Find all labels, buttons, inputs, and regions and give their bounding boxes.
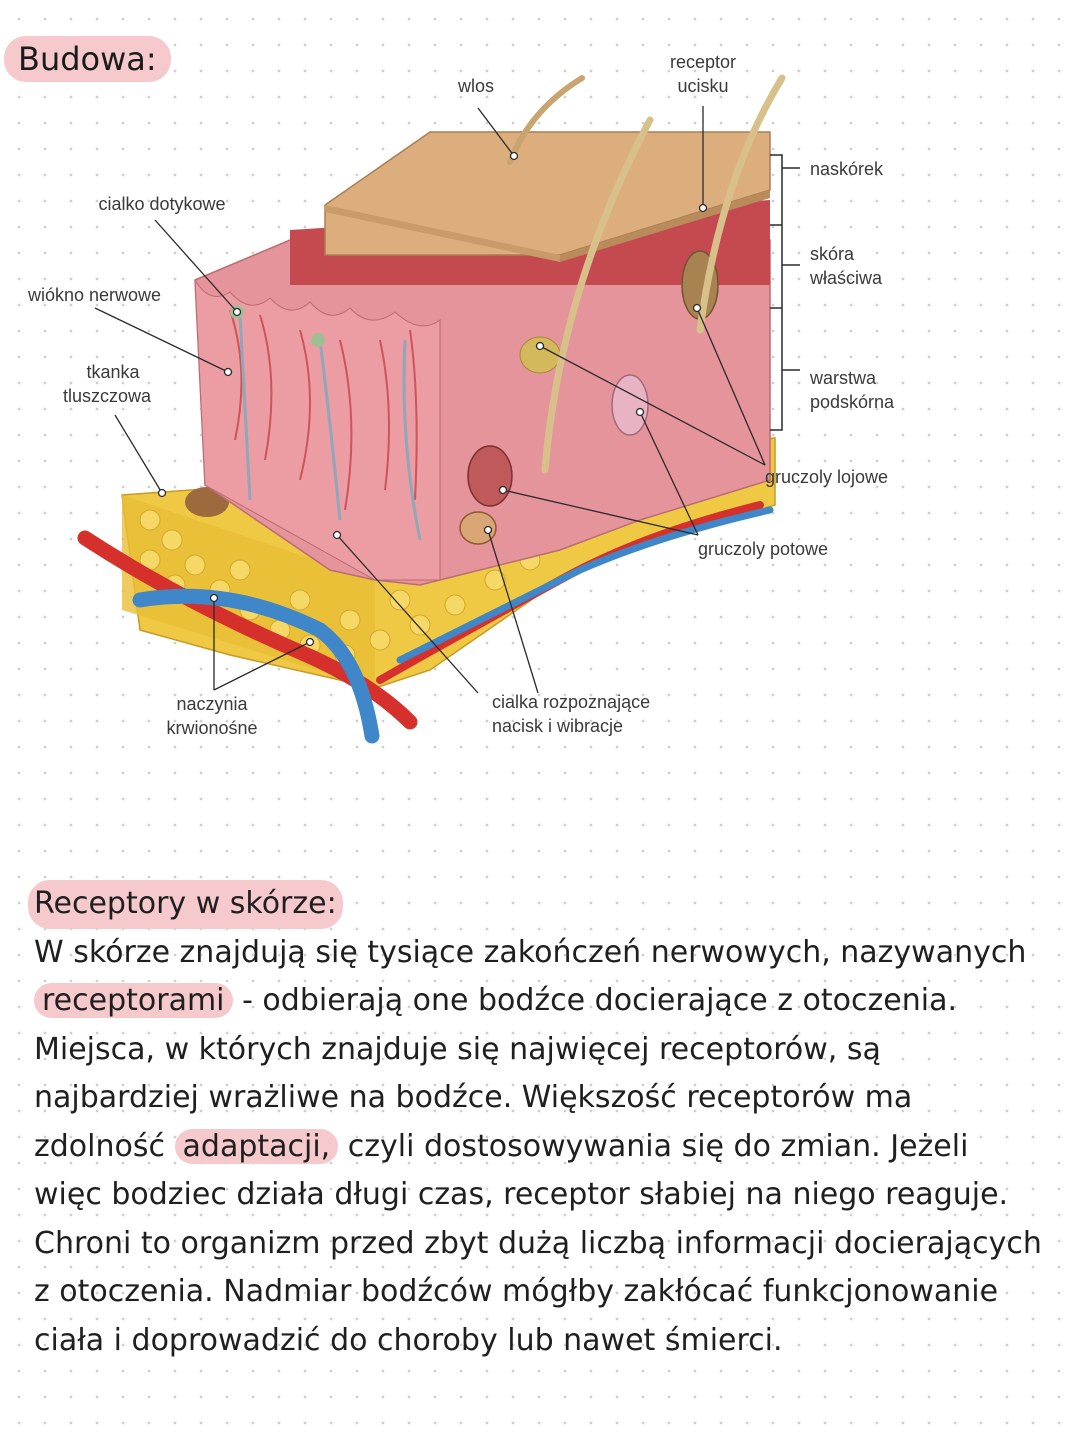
highlighted-term-adaptation: adaptacji, [175, 1129, 339, 1164]
label-dermis: skóra [810, 244, 855, 264]
paragraph-text: - odbierają one bodźce docierające z otoczenia. Miejsca, w których znajduje się najwięcej receptorów, są najbardziej wrażliwe na bodźce. Większość receptorów ma zdolność [34, 983, 957, 1164]
label-sebaceous-glands: gruczoly lojowe [765, 467, 889, 487]
label-vibration-corpuscles-2: nacisk i wibracje [492, 716, 624, 736]
paragraph-text: czyli dostosowywania się do zmian. Jeżeli więc bodziec działa długi czas, receptor słabiej na niego reaguje. Chroni to organizm przed zbyt dużą liczbą informacji docierających z otoczenia. Nadmiar bodźców mógłby zakłócać funkcjonowanie ciała i doprowadzić do choroby lub nawet śmierci. [34, 1128, 1042, 1358]
label-hair: wlos [457, 76, 495, 96]
label-fat-tissue-2: tluszczowa [62, 386, 152, 406]
label-nerve-fiber: wiókno nerwowe [28, 285, 162, 305]
label-hypodermis: warstwa [810, 368, 877, 388]
label-epidermis: naskórek [810, 159, 884, 179]
label-sweat-glands: gruczoly potowe [698, 539, 829, 559]
paragraph-text: W skórze znajdują się tysiące zakończeń nerwowych, nazywanych [34, 934, 1027, 970]
label-fat-tissue: tkanka [86, 362, 140, 382]
label-dermis-2: właściwa [810, 268, 883, 288]
receptors-paragraph [34, 929, 1044, 1366]
skin-structure-diagram [0, 40, 1000, 760]
label-blood-vessels: naczynia [176, 694, 248, 714]
label-vibration-corpuscles: cialka rozpoznające [492, 692, 651, 712]
label-hypodermis-2: podskórna [810, 392, 895, 412]
layer-bracket [770, 155, 800, 430]
label-pressure-receptor: receptor [669, 52, 737, 72]
highlighted-term-receptors: receptorami [34, 983, 233, 1018]
label-pressure-receptor-2: ucisku [677, 76, 729, 96]
label-blood-vessels-2: krwionośne [166, 718, 258, 738]
receptors-section [34, 880, 1044, 1365]
section-heading: Budowa: [4, 36, 171, 82]
receptors-heading: Receptory w skórze: [28, 880, 343, 929]
label-tactile-corpuscle: cialko dotykowe [98, 194, 226, 214]
